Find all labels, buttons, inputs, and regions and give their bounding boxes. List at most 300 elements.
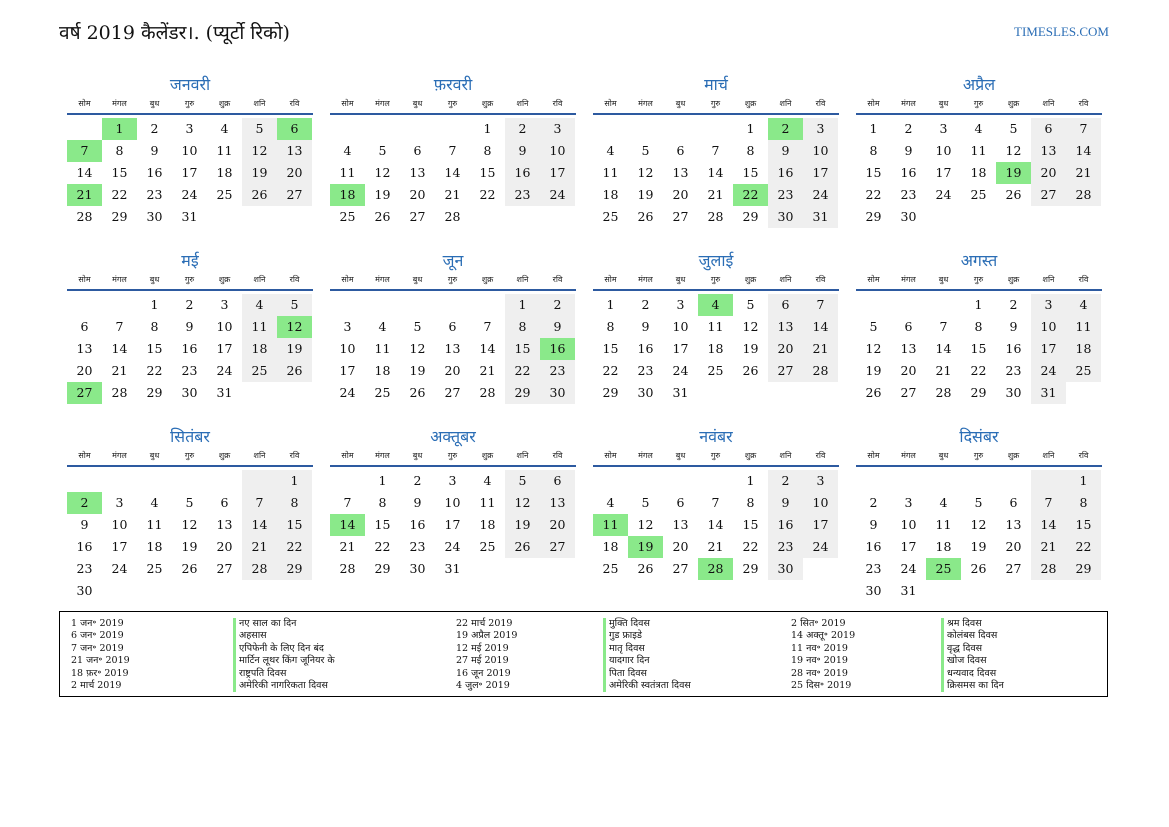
day-cell: 12 — [865, 341, 882, 356]
day-cell: 18 — [479, 517, 496, 532]
day-cell: 14 — [803, 316, 838, 338]
day-cell: 7 — [242, 492, 277, 514]
weekday-label: शुक्र — [481, 275, 494, 284]
day-cell: 26 — [970, 561, 987, 576]
day-cell: 20 — [768, 338, 803, 360]
holiday-day: 22 — [733, 184, 768, 206]
weekday-header — [330, 98, 576, 115]
day-cell: 25 — [242, 360, 277, 382]
weekday-label: रवि — [1078, 451, 1089, 460]
weekday-label: मंगल — [638, 451, 653, 460]
day-cell: 31 — [216, 385, 233, 400]
day-cell: 16 — [1005, 341, 1022, 356]
day-cell: 29 — [111, 209, 128, 224]
day-cell: 20 — [76, 363, 93, 378]
day-cell: 25 — [146, 561, 163, 576]
day-cell: 30 — [146, 209, 163, 224]
day-cell: 29 — [374, 561, 391, 576]
empty-cell — [137, 470, 172, 492]
weekday-label: मंगल — [901, 275, 916, 284]
holiday-day: 2 — [768, 118, 803, 140]
day-cell: 23 — [540, 360, 575, 382]
day-cell: 28 — [1031, 558, 1066, 580]
month-name: दिसंबर — [959, 427, 999, 446]
day-cell: 18 — [242, 338, 277, 360]
legend-date: 19 नव॰ 2019 — [791, 655, 848, 667]
weekday-label: शनि — [516, 275, 529, 284]
day-cell: 15 — [111, 165, 128, 180]
empty-cell — [242, 470, 277, 492]
day-cell: 23 — [1005, 363, 1022, 378]
day-cell: 27 — [540, 536, 575, 558]
weekday-label: शुक्र — [218, 451, 231, 460]
day-cell: 20 — [1005, 539, 1022, 554]
weekday-label: गुरु — [973, 99, 984, 108]
day-cell: 24 — [111, 561, 128, 576]
month-calendar — [330, 248, 576, 424]
weekday-label: गुरु — [710, 275, 721, 284]
holiday-day: 2 — [67, 492, 102, 514]
day-cell: 14 — [76, 165, 93, 180]
weekday-label: सोम — [867, 451, 880, 460]
holiday-day: 14 — [330, 514, 365, 536]
day-cell: 3 — [220, 297, 229, 312]
weekday-label: शुक्र — [481, 99, 494, 108]
day-cell: 1 — [150, 297, 159, 312]
weekday-header — [856, 274, 1102, 291]
day-cell: 15 — [374, 517, 391, 532]
day-cell: 31 — [803, 206, 838, 228]
day-cell: 22 — [277, 536, 312, 558]
day-cell: 23 — [900, 187, 917, 202]
day-cell: 1 — [869, 121, 878, 136]
legend-date: 21 जन॰ 2019 — [71, 655, 130, 667]
day-cell: 20 — [1031, 162, 1066, 184]
day-cell: 3 — [904, 495, 913, 510]
day-cell: 1 — [505, 294, 540, 316]
day-cell: 29 — [277, 558, 312, 580]
day-cell: 10 — [444, 495, 461, 510]
weekday-label: शुक्र — [218, 99, 231, 108]
day-cell: 8 — [378, 495, 387, 510]
day-cell: 4 — [343, 143, 352, 158]
month-name: अगस्त — [960, 251, 998, 270]
holiday-day: 7 — [67, 140, 102, 162]
weekday-label: शुक्र — [744, 99, 757, 108]
legend-date: 6 जन॰ 2019 — [71, 630, 124, 642]
holiday-day: 21 — [67, 184, 102, 206]
day-cell: 7 — [1031, 492, 1066, 514]
weekday-header — [593, 98, 839, 115]
day-cell: 3 — [343, 319, 352, 334]
legend-holiday-name: कोलंबस दिवस — [941, 630, 1004, 642]
weekday-label: रवि — [289, 275, 300, 284]
day-cell: 5 — [185, 495, 194, 510]
day-cell: 12 — [505, 492, 540, 514]
month-calendar — [67, 248, 313, 424]
weekday-label: सोम — [604, 99, 617, 108]
weekday-label: मंगल — [375, 451, 390, 460]
day-grid — [67, 294, 313, 404]
day-cell: 10 — [935, 143, 952, 158]
day-cell: 31 — [181, 209, 198, 224]
day-cell: 7 — [115, 319, 124, 334]
weekday-label: शनि — [253, 275, 266, 284]
legend-holiday-name: वृद्ध दिवस — [941, 643, 1004, 655]
day-cell: 21 — [1066, 162, 1101, 184]
empty-cell — [400, 118, 435, 140]
empty-cell — [856, 294, 891, 316]
empty-cell — [891, 470, 926, 492]
day-cell: 5 — [974, 495, 983, 510]
day-grid — [856, 294, 1102, 404]
month-name: नवंबर — [699, 427, 733, 446]
weekday-label: बुध — [149, 99, 160, 108]
day-cell: 13 — [900, 341, 917, 356]
day-cell: 16 — [768, 162, 803, 184]
day-cell: 10 — [1031, 316, 1066, 338]
day-cell: 13 — [76, 341, 93, 356]
weekday-header — [593, 450, 839, 467]
day-cell: 5 — [869, 319, 878, 334]
day-cell: 27 — [672, 209, 689, 224]
weekday-label: गुरु — [184, 451, 195, 460]
weekday-label: शनि — [779, 275, 792, 284]
weekday-label: सोम — [341, 275, 354, 284]
day-cell: 6 — [413, 143, 422, 158]
legend-holiday-name: अमेरिकी नागरिकता दिवस — [233, 680, 335, 692]
site-link[interactable]: TIMESLES.COM — [1014, 24, 1109, 39]
day-cell: 13 — [409, 165, 426, 180]
legend-holiday-name: धन्यवाद दिवस — [941, 668, 1004, 680]
day-cell: 20 — [900, 363, 917, 378]
day-cell: 3 — [448, 473, 457, 488]
day-cell: 9 — [641, 319, 650, 334]
day-cell: 6 — [1031, 118, 1066, 140]
day-cell: 6 — [448, 319, 457, 334]
holiday-day: 1 — [102, 118, 137, 140]
day-cell: 1 — [746, 121, 755, 136]
month-calendar — [593, 72, 839, 248]
day-cell: 30 — [768, 558, 803, 580]
day-cell: 10 — [803, 140, 838, 162]
day-cell: 13 — [277, 140, 312, 162]
day-cell: 2 — [768, 470, 803, 492]
day-cell: 28 — [76, 209, 93, 224]
day-cell: 12 — [374, 165, 391, 180]
day-cell: 3 — [1031, 294, 1066, 316]
month-calendar — [330, 424, 576, 600]
weekday-label: गुरु — [447, 99, 458, 108]
day-cell: 9 — [869, 517, 878, 532]
day-cell: 3 — [676, 297, 685, 312]
day-cell: 16 — [146, 165, 163, 180]
day-cell: 18 — [707, 341, 724, 356]
day-cell: 17 — [803, 514, 838, 536]
holiday-day: 11 — [593, 514, 628, 536]
legend-date-column — [456, 618, 517, 692]
day-cell: 25 — [707, 363, 724, 378]
weekday-label: सोम — [867, 275, 880, 284]
day-cell: 17 — [181, 165, 198, 180]
day-cell: 20 — [444, 363, 461, 378]
day-cell: 31 — [900, 583, 917, 598]
day-cell: 2 — [505, 118, 540, 140]
day-cell: 15 — [970, 341, 987, 356]
day-cell: 26 — [409, 385, 426, 400]
legend-date: 25 दिस॰ 2019 — [791, 680, 852, 692]
day-cell: 16 — [768, 514, 803, 536]
day-cell: 11 — [479, 495, 496, 510]
day-cell: 24 — [672, 363, 689, 378]
weekday-label: गुरु — [184, 99, 195, 108]
empty-cell — [435, 294, 470, 316]
day-cell: 28 — [479, 385, 496, 400]
legend-date: 1 जन॰ 2019 — [71, 618, 124, 629]
day-cell: 14 — [111, 341, 128, 356]
weekday-label: शुक्र — [744, 451, 757, 460]
day-cell: 7 — [711, 495, 720, 510]
day-cell: 17 — [672, 341, 689, 356]
day-cell: 3 — [185, 121, 194, 136]
day-cell: 19 — [181, 539, 198, 554]
day-cell: 21 — [707, 187, 724, 202]
day-cell: 26 — [742, 363, 759, 378]
day-cell: 7 — [711, 143, 720, 158]
day-cell: 29 — [970, 385, 987, 400]
day-cell: 25 — [602, 209, 619, 224]
day-cell: 26 — [242, 184, 277, 206]
empty-cell — [400, 294, 435, 316]
day-cell: 29 — [146, 385, 163, 400]
day-grid — [330, 470, 576, 580]
day-cell: 13 — [768, 316, 803, 338]
day-cell: 26 — [374, 209, 391, 224]
weekday-label: बुध — [149, 275, 160, 284]
weekday-label: बुध — [675, 275, 686, 284]
day-cell: 5 — [1009, 121, 1018, 136]
day-cell: 28 — [242, 558, 277, 580]
weekday-label: मंगल — [375, 275, 390, 284]
day-cell: 14 — [444, 165, 461, 180]
weekday-label: शनि — [1042, 99, 1055, 108]
day-cell: 28 — [803, 360, 838, 382]
day-cell: 25 — [339, 209, 356, 224]
day-cell: 2 — [1009, 297, 1018, 312]
weekday-label: शनि — [516, 451, 529, 460]
day-cell: 4 — [606, 495, 615, 510]
day-cell: 18 — [935, 539, 952, 554]
legend-date-column — [71, 618, 130, 692]
day-cell: 27 — [768, 360, 803, 382]
day-cell: 2 — [413, 473, 422, 488]
weekday-label: सोम — [78, 451, 91, 460]
day-cell: 21 — [707, 539, 724, 554]
day-cell: 27 — [444, 385, 461, 400]
empty-cell — [593, 118, 628, 140]
month-calendar — [67, 424, 313, 600]
month-calendar — [67, 72, 313, 248]
empty-cell — [172, 470, 207, 492]
weekday-label: गुरु — [973, 275, 984, 284]
day-cell: 12 — [409, 341, 426, 356]
empty-cell — [698, 470, 733, 492]
day-cell: 9 — [150, 143, 159, 158]
holiday-day: 4 — [698, 294, 733, 316]
weekday-label: सोम — [604, 275, 617, 284]
day-cell: 15 — [146, 341, 163, 356]
day-cell: 25 — [479, 539, 496, 554]
month-name: सितंबर — [170, 427, 210, 446]
weekday-label: रवि — [289, 451, 300, 460]
day-cell: 2 — [641, 297, 650, 312]
empty-cell — [628, 118, 663, 140]
day-cell: 7 — [803, 294, 838, 316]
day-cell: 22 — [505, 360, 540, 382]
weekday-label: शुक्र — [1007, 451, 1020, 460]
day-cell: 11 — [970, 143, 987, 158]
legend-holiday-name: खोज दिवस — [941, 655, 1004, 667]
weekday-label: सोम — [341, 99, 354, 108]
month-name: फ़रवरी — [433, 75, 473, 94]
day-cell: 30 — [76, 583, 93, 598]
empty-cell — [891, 294, 926, 316]
legend-holiday-name: श्रम दिवस — [941, 618, 1004, 630]
day-cell: 10 — [803, 492, 838, 514]
day-cell: 8 — [150, 319, 159, 334]
day-cell: 23 — [146, 187, 163, 202]
weekday-label: रवि — [815, 275, 826, 284]
day-cell: 23 — [637, 363, 654, 378]
empty-cell — [67, 118, 102, 140]
day-cell: 15 — [505, 338, 540, 360]
weekday-label: शनि — [1042, 275, 1055, 284]
weekday-label: शनि — [779, 451, 792, 460]
day-cell: 10 — [900, 517, 917, 532]
day-cell: 5 — [641, 143, 650, 158]
day-cell: 8 — [115, 143, 124, 158]
day-cell: 4 — [220, 121, 229, 136]
holiday-day: 12 — [277, 316, 312, 338]
day-cell: 6 — [220, 495, 229, 510]
day-cell: 13 — [216, 517, 233, 532]
weekday-label: बुध — [675, 451, 686, 460]
empty-cell — [926, 470, 961, 492]
legend-date-column — [791, 618, 855, 692]
day-cell: 27 — [1005, 561, 1022, 576]
empty-cell — [365, 118, 400, 140]
weekday-label: शुक्र — [218, 275, 231, 284]
day-cell: 21 — [1031, 536, 1066, 558]
day-cell: 8 — [869, 143, 878, 158]
day-cell: 30 — [540, 382, 575, 404]
legend-date: 22 मार्च 2019 — [456, 618, 513, 629]
month-calendar — [856, 424, 1102, 600]
day-cell: 18 — [602, 187, 619, 202]
day-cell: 25 — [374, 385, 391, 400]
day-cell: 3 — [803, 118, 838, 140]
day-cell: 17 — [339, 363, 356, 378]
day-cell: 4 — [242, 294, 277, 316]
month-name: मई — [181, 251, 199, 270]
day-cell: 7 — [939, 319, 948, 334]
day-cell: 19 — [277, 338, 312, 360]
weekday-label: गुरु — [973, 451, 984, 460]
day-cell: 22 — [865, 187, 882, 202]
day-cell: 21 — [803, 338, 838, 360]
day-cell: 15 — [742, 517, 759, 532]
legend-date: 4 जुल॰ 2019 — [456, 680, 510, 692]
day-cell: 29 — [742, 561, 759, 576]
empty-cell — [628, 470, 663, 492]
day-cell: 16 — [181, 341, 198, 356]
day-cell: 8 — [1066, 492, 1101, 514]
day-cell: 5 — [413, 319, 422, 334]
day-cell: 18 — [1066, 338, 1101, 360]
day-cell: 3 — [540, 118, 575, 140]
day-cell: 24 — [803, 184, 838, 206]
day-cell: 28 — [1066, 184, 1101, 206]
day-cell: 4 — [483, 473, 492, 488]
day-cell: 4 — [378, 319, 387, 334]
weekday-label: बुध — [412, 275, 423, 284]
weekday-label: सोम — [78, 99, 91, 108]
day-cell: 10 — [181, 143, 198, 158]
day-cell: 2 — [904, 121, 913, 136]
day-cell: 14 — [1066, 140, 1101, 162]
day-grid — [856, 470, 1102, 602]
day-cell: 15 — [865, 165, 882, 180]
day-cell: 30 — [181, 385, 198, 400]
weekday-label: गुरु — [447, 275, 458, 284]
day-cell: 11 — [374, 341, 391, 356]
day-cell: 20 — [672, 539, 689, 554]
day-cell: 16 — [76, 539, 93, 554]
weekday-label: बुध — [412, 99, 423, 108]
day-cell: 2 — [185, 297, 194, 312]
empty-cell — [102, 470, 137, 492]
day-cell: 9 — [904, 143, 913, 158]
legend-holiday-name: मुक्ति दिवस — [603, 618, 691, 630]
day-grid — [593, 294, 839, 404]
day-cell: 11 — [1066, 316, 1101, 338]
day-cell: 31 — [444, 561, 461, 576]
day-cell: 19 — [374, 187, 391, 202]
day-cell: 21 — [444, 187, 461, 202]
day-cell: 16 — [637, 341, 654, 356]
legend-name-column — [603, 618, 691, 692]
empty-cell — [470, 294, 505, 316]
day-cell: 12 — [242, 140, 277, 162]
day-cell: 22 — [111, 187, 128, 202]
weekday-label: शुक्र — [1007, 275, 1020, 284]
legend-holiday-name: एपिफेनी के लिए दिन बंद — [233, 643, 335, 655]
day-cell: 29 — [505, 382, 540, 404]
day-cell: 12 — [637, 517, 654, 532]
day-cell: 6 — [904, 319, 913, 334]
day-cell: 17 — [935, 165, 952, 180]
day-cell: 15 — [479, 165, 496, 180]
day-cell: 9 — [80, 517, 89, 532]
empty-cell — [961, 470, 996, 492]
day-cell: 8 — [606, 319, 615, 334]
holiday-day: 16 — [540, 338, 575, 360]
legend-holiday-name: मार्टिन लूथर किंग जूनियर के — [233, 655, 335, 667]
weekday-label: शनि — [779, 99, 792, 108]
weekday-label: गुरु — [447, 451, 458, 460]
day-cell: 22 — [970, 363, 987, 378]
weekday-label: मंगल — [375, 99, 390, 108]
